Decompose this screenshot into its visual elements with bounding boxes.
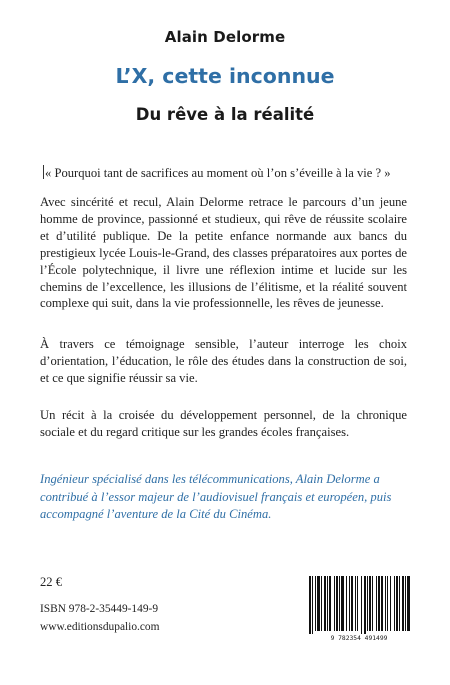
barcode-bar bbox=[376, 576, 377, 631]
text-cursor-icon bbox=[43, 165, 44, 179]
barcode-bar bbox=[351, 576, 353, 631]
book-title: L’X, cette inconnue bbox=[115, 64, 335, 88]
barcode-bar bbox=[327, 576, 328, 631]
barcode-bar bbox=[334, 576, 335, 631]
barcode-bar bbox=[355, 576, 356, 631]
barcode-bar bbox=[402, 576, 404, 631]
barcode-bar bbox=[341, 576, 344, 631]
barcode-bar bbox=[364, 576, 366, 634]
barcode-bar bbox=[309, 576, 311, 634]
barcode-bar bbox=[396, 576, 398, 631]
barcode-digits: 9 782354 491499 bbox=[330, 635, 388, 642]
barcode-icon bbox=[306, 574, 412, 642]
barcode-bar bbox=[357, 576, 358, 631]
book-subtitle: Du rêve à la réalité bbox=[135, 105, 315, 124]
barcode-bar bbox=[317, 576, 320, 631]
barcode-bar bbox=[329, 576, 331, 631]
summary-paragraph-1: Avec sincérité et recul, Alain Delorme retrace le parcours d’un jeune homme de province, passionné et studieux, qui rêve de réussite scolaire et d’utilité publique. De la petite enfance normande aux bancs du prestigieux lycée Louis-le-Grand, des classes préparatoires aux portes de l’École polytechnique, il livre une réflexion intime et lucide sur les chemins de l’excellence, les illusions de l’élitisme, et la réalité souvent complexe qui suit, dans la vie professionnelle, les rêves de jeunesse. bbox=[40, 195, 407, 311]
barcode-bar bbox=[387, 576, 388, 631]
barcode-bar bbox=[361, 576, 362, 634]
summary-paragraph-3: Un récit à la croisée du développement personnel, de la chronique sociale et du regard critique sur les grandes écoles françaises. bbox=[40, 408, 407, 439]
barcode-bar bbox=[405, 576, 406, 631]
barcode-bar bbox=[372, 576, 373, 631]
epigraph-quote bbox=[43, 165, 423, 181]
barcode bbox=[306, 574, 412, 642]
summary-paragraph-2: À travers ce témoignage sensible, l’auteur interroge les choix d’orientation, l’éducation, le rôle des études dans la construction de soi, et ce que signifie réussir sa vie. bbox=[40, 337, 407, 385]
isbn: ISBN 978-2-35449-149-9 bbox=[40, 603, 159, 615]
author-name: Alain Delorme bbox=[164, 28, 286, 46]
price: 22 € bbox=[40, 575, 63, 589]
barcode-bar bbox=[385, 576, 386, 631]
epigraph-text: « Pourquoi tant de sacrifices au moment où l’on s’éveille à la vie ? » bbox=[45, 166, 391, 180]
barcode-bar bbox=[399, 576, 400, 631]
barcode-bar bbox=[378, 576, 380, 631]
barcode-bar bbox=[367, 576, 368, 631]
barcode-bar bbox=[339, 576, 340, 631]
barcode-bar bbox=[346, 576, 347, 631]
barcode-bar bbox=[369, 576, 371, 631]
barcode-bar bbox=[312, 576, 313, 634]
barcode-bar bbox=[349, 576, 350, 631]
barcode-bar bbox=[381, 576, 383, 631]
author-bio: Ingénieur spécialisé dans les télécommunications, Alain Delorme a contribué à l’essor majeur de l’audiovisuel français et européen, puis accompagné l’aventure de la Cité du Cinéma. bbox=[40, 472, 392, 521]
publisher-website: www.editionsdupalio.com bbox=[40, 621, 160, 633]
barcode-bar bbox=[394, 576, 395, 631]
barcode-bar bbox=[407, 576, 410, 631]
barcode-bar bbox=[336, 576, 338, 631]
barcode-bar bbox=[315, 576, 316, 631]
barcode-bar bbox=[390, 576, 391, 631]
barcode-bar bbox=[321, 576, 322, 631]
barcode-bar bbox=[324, 576, 326, 631]
